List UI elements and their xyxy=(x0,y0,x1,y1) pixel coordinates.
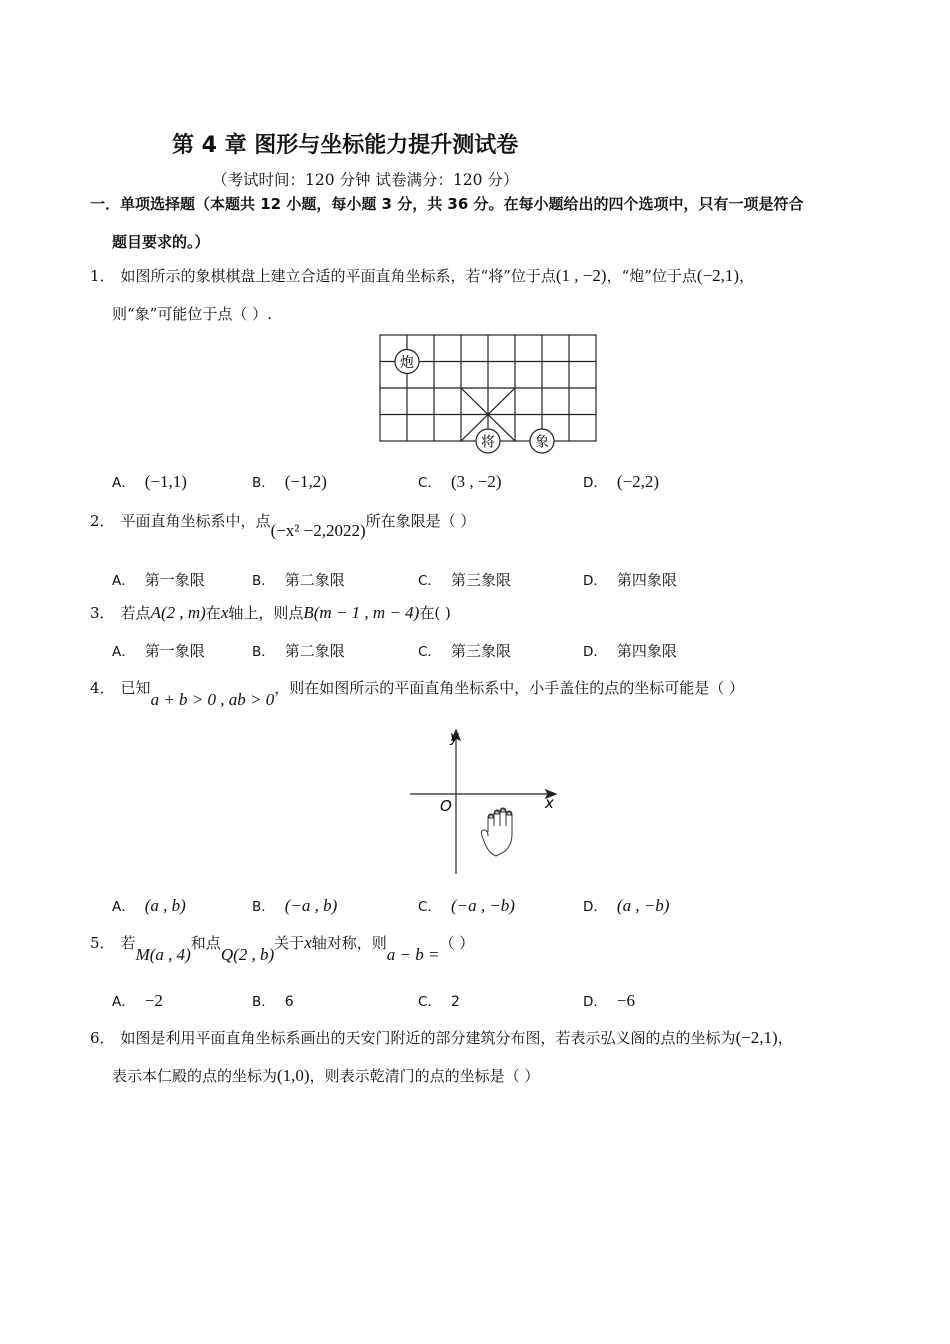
math-expression: (−x² −2,2022) xyxy=(270,521,366,540)
question-number: 2． xyxy=(90,512,115,530)
math-point: A(2 , m) xyxy=(150,603,206,622)
axes xyxy=(410,730,556,874)
math-point: (−2,1) xyxy=(735,1028,778,1047)
option-c[interactable] xyxy=(418,895,515,916)
math-condition: a + b > 0 , ab > 0 xyxy=(150,690,275,709)
option-value: (−a , b) xyxy=(284,896,338,915)
option-label: D． xyxy=(583,475,607,491)
option-value: (−1,2) xyxy=(284,472,327,491)
option-d[interactable] xyxy=(583,471,659,492)
option-b[interactable] xyxy=(252,990,294,1010)
section-heading-cont: 题目要求的。） xyxy=(112,233,210,251)
option-value: −6 xyxy=(616,991,635,1010)
math-point: B(m − 1 , m − 4) xyxy=(303,603,420,622)
option-value: 第四象限 xyxy=(616,642,677,660)
option-d[interactable] xyxy=(583,990,635,1011)
option-label: C． xyxy=(418,899,441,915)
question-text: ，则表示乾清门的点的坐标是（ ） xyxy=(309,1067,540,1085)
option-d[interactable] xyxy=(583,640,677,661)
option-b[interactable] xyxy=(252,569,345,590)
option-label: A． xyxy=(112,994,135,1010)
option-b[interactable] xyxy=(252,471,327,492)
option-c[interactable] xyxy=(418,990,460,1010)
option-label: B． xyxy=(252,573,275,589)
question-text: 轴上，则点 xyxy=(228,604,304,622)
x-axis-label: x xyxy=(545,794,554,812)
option-value: (−2,2) xyxy=(616,472,660,491)
option-label: B． xyxy=(252,644,275,660)
piece-label: 象 xyxy=(535,434,549,451)
question-text: 关于 xyxy=(274,934,305,952)
piece-pao xyxy=(395,350,419,374)
question-text: 平面直角坐标系中，点 xyxy=(120,512,271,530)
option-label: D． xyxy=(583,899,607,915)
question-text: （ ） xyxy=(439,934,475,952)
hand-icon xyxy=(481,808,512,856)
question-number: 1． xyxy=(90,267,115,285)
option-value: (a , −b) xyxy=(616,896,670,915)
option-label: B． xyxy=(252,899,275,915)
piece-xiang xyxy=(530,429,554,453)
option-value: 第三象限 xyxy=(450,571,511,589)
option-b[interactable] xyxy=(252,640,345,661)
option-b[interactable] xyxy=(252,895,337,916)
option-a[interactable] xyxy=(112,895,186,916)
option-d[interactable] xyxy=(583,569,677,590)
math-point: (−2,1) xyxy=(696,266,740,285)
math-point: (1,0) xyxy=(277,1066,310,1085)
question-text: 已知 xyxy=(120,679,151,697)
option-label: C． xyxy=(418,994,441,1010)
option-label: C． xyxy=(418,475,441,491)
option-value: 第二象限 xyxy=(284,642,345,660)
option-d[interactable] xyxy=(583,895,669,916)
option-label: A． xyxy=(112,573,135,589)
option-label: B． xyxy=(252,994,275,1010)
option-label: D． xyxy=(583,573,607,589)
option-value: 第三象限 xyxy=(450,642,511,660)
question-2 xyxy=(90,510,476,540)
math-point: M(a , 4) xyxy=(135,945,191,964)
option-a[interactable] xyxy=(112,471,187,492)
piece-jiang xyxy=(476,429,500,453)
option-label: A． xyxy=(112,899,135,915)
question-text: ，“炮”位于点 xyxy=(606,267,697,285)
option-label: C． xyxy=(418,644,441,660)
option-value: 第一象限 xyxy=(144,571,205,589)
section-heading: 一．单项选择题（本题共 12 小题，每小题 3 分，共 36 分。在每小题给出的四个选项中，只有一项是符合 xyxy=(90,195,804,213)
question-number: 5． xyxy=(90,934,115,952)
question-4 xyxy=(90,677,745,709)
option-label: A． xyxy=(112,644,135,660)
option-value: (−a , −b) xyxy=(450,896,515,915)
piece-label: 炮 xyxy=(400,355,414,371)
y-axis-label: y xyxy=(450,728,459,746)
question-text: 轴对称，则 xyxy=(311,934,387,952)
question-3 xyxy=(90,602,451,623)
question-text: 表示本仁殿的点的坐标为 xyxy=(112,1067,278,1085)
math-expression: a − b = xyxy=(386,945,440,964)
question-text: 和点 xyxy=(190,934,221,952)
question-text: ， xyxy=(777,1029,793,1047)
question-6-line2 xyxy=(112,1065,539,1086)
option-label: D． xyxy=(583,994,607,1010)
question-text: 如图所示的象棋棋盘上建立合适的平面直角坐标系，若“将”位于点 xyxy=(120,267,556,285)
option-c[interactable] xyxy=(418,471,502,492)
option-value: 第二象限 xyxy=(284,571,345,589)
question-text: ， xyxy=(739,267,755,285)
option-c[interactable] xyxy=(418,569,511,590)
option-value: (3 , −2) xyxy=(450,472,502,491)
question-text: 在( ) xyxy=(419,604,451,622)
option-a[interactable] xyxy=(112,569,205,590)
math-variable: x xyxy=(304,933,312,952)
question-text: 在 xyxy=(205,604,221,622)
option-label: C． xyxy=(418,573,441,589)
option-a[interactable] xyxy=(112,640,205,661)
question-1-line1 xyxy=(90,265,754,286)
option-value: 2 xyxy=(450,994,460,1010)
question-number: 4． xyxy=(90,679,115,697)
question-5 xyxy=(90,932,475,964)
option-value: 6 xyxy=(284,994,294,1010)
option-value: 第一象限 xyxy=(144,642,205,660)
option-value: 第四象限 xyxy=(616,571,677,589)
option-a[interactable] xyxy=(112,990,163,1011)
question-text: 若点 xyxy=(120,604,151,622)
chess-board-figure xyxy=(370,330,610,460)
question-1-line2: 则“象”可能位于点（ ）. xyxy=(112,305,272,323)
exam-info: （考试时间：120 分钟 试卷满分：120 分） xyxy=(212,171,519,189)
question-text: 如图是利用平面直角坐标系画出的天安门附近的部分建筑分布图，若表示弘义阁的点的坐标为 xyxy=(120,1029,736,1047)
option-label: D． xyxy=(583,644,607,660)
question-text: ，则在如图所示的平面直角坐标系中，小手盖住的点的坐标可能是（ ） xyxy=(274,679,745,697)
math-variable: x xyxy=(220,603,229,622)
origin-label: O xyxy=(440,797,452,815)
question-number: 6． xyxy=(90,1029,115,1047)
math-point: Q(2 , b) xyxy=(220,945,275,964)
option-label: A． xyxy=(112,475,135,491)
question-text: 若 xyxy=(120,934,136,952)
question-6-line1 xyxy=(90,1027,793,1048)
option-value: (a , b) xyxy=(144,896,186,915)
option-c[interactable] xyxy=(418,640,511,661)
question-text: 所在象限是（ ） xyxy=(365,512,476,530)
page-title: 第 4 章 图形与坐标能力提升测试卷 xyxy=(172,133,519,158)
question-number: 3． xyxy=(90,604,115,622)
piece-label: 将 xyxy=(481,434,495,451)
option-value: (−1,1) xyxy=(144,472,187,491)
coordinate-axes-figure xyxy=(400,722,570,882)
option-label: B． xyxy=(252,475,275,491)
option-value: −2 xyxy=(144,991,163,1010)
math-point: (1 , −2) xyxy=(555,266,607,285)
